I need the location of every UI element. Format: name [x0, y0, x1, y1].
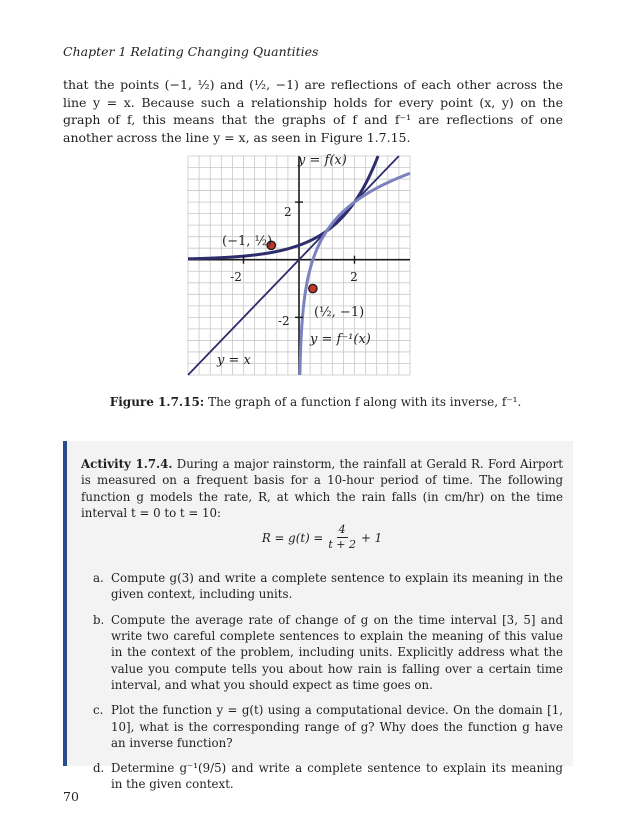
chapter-header: Chapter 1 Relating Changing Quantities — [63, 44, 319, 59]
label-point-1: (−1, ½) — [222, 234, 273, 249]
activity-item-b — [81, 612, 563, 693]
item-label: d. — [93, 761, 105, 776]
rate-formula — [81, 523, 563, 552]
activity-accent-bar — [63, 441, 67, 766]
activity-title: Activity 1.7.4. — [81, 457, 173, 471]
activity-item-a — [81, 570, 563, 603]
page-number: 70 — [63, 789, 79, 804]
function-inverse-graph — [180, 150, 450, 380]
caption-label: Figure 1.7.15: — [109, 395, 205, 409]
activity-intro — [81, 456, 563, 521]
formula-fraction — [328, 523, 356, 552]
item-text: Compute g(3) and write a complete sentence to explain its meaning in the given context, including units. — [111, 571, 563, 602]
tick-y-pos: 2 — [284, 205, 292, 219]
tick-x-pos: 2 — [350, 270, 358, 284]
tick-y-neg: -2 — [278, 314, 290, 328]
intro-paragraph: that the points (−1, ½) and (½, −1) are reflections of each other across the line y = x. Because such a relationship holds for every point (x, y) on the graph of f, this means that the graphs of f and f⁻¹ are reflections of one another across the line y = x, as seen in Figure 1.7.15. — [63, 77, 563, 145]
tick-x-neg: -2 — [230, 270, 242, 284]
activity-item-d — [81, 760, 563, 793]
formula-denominator: t + 2 — [328, 538, 356, 552]
activity-item-c — [81, 702, 563, 751]
caption-text: The graph of a function f along with its inverse, f⁻¹. — [208, 395, 522, 409]
figure-caption — [63, 395, 568, 409]
label-f: y = f(x) — [298, 153, 347, 168]
label-identity: y = x — [217, 353, 251, 368]
label-finv: y = f⁻¹(x) — [310, 332, 371, 347]
item-text: Plot the function y = g(t) using a computational device. On the domain [1, 10], what is the corresponding range of g? Why does the function g have an inverse function? — [111, 703, 563, 750]
item-text: Compute the average rate of change of g on the time interval [3, 5] and write two careful complete sentences to explain the meaning of this value in the context of the problem, including units. Explicitly address what the value you compute tells you about how rain is falling over a certain time interval, and what you should expect as time goes on. — [111, 612, 563, 692]
data-point — [309, 284, 317, 292]
item-label: a. — [93, 571, 104, 586]
label-point-2: (½, −1) — [314, 305, 365, 320]
activity-items — [81, 570, 563, 793]
activity-box — [63, 441, 573, 792]
formula-left: R = g(t) = — [261, 530, 324, 545]
activity-intro-text: During a major rainstorm, the rainfall at Gerald R. Ford Airport is measured on a frequent basis for a 10-hour period of time. The following function g models the rate, R, at which the rain falls (in cm/hr) on the time interval t = 0 to t = 10: — [81, 457, 563, 520]
item-text: Determine g⁻¹(9/5) and write a complete sentence to explain its meaning in the given context. — [111, 761, 563, 792]
formula-numerator: 4 — [338, 523, 346, 537]
formula-right: + 1 — [360, 530, 383, 545]
item-label: c. — [93, 703, 104, 718]
item-label: b. — [93, 612, 105, 627]
